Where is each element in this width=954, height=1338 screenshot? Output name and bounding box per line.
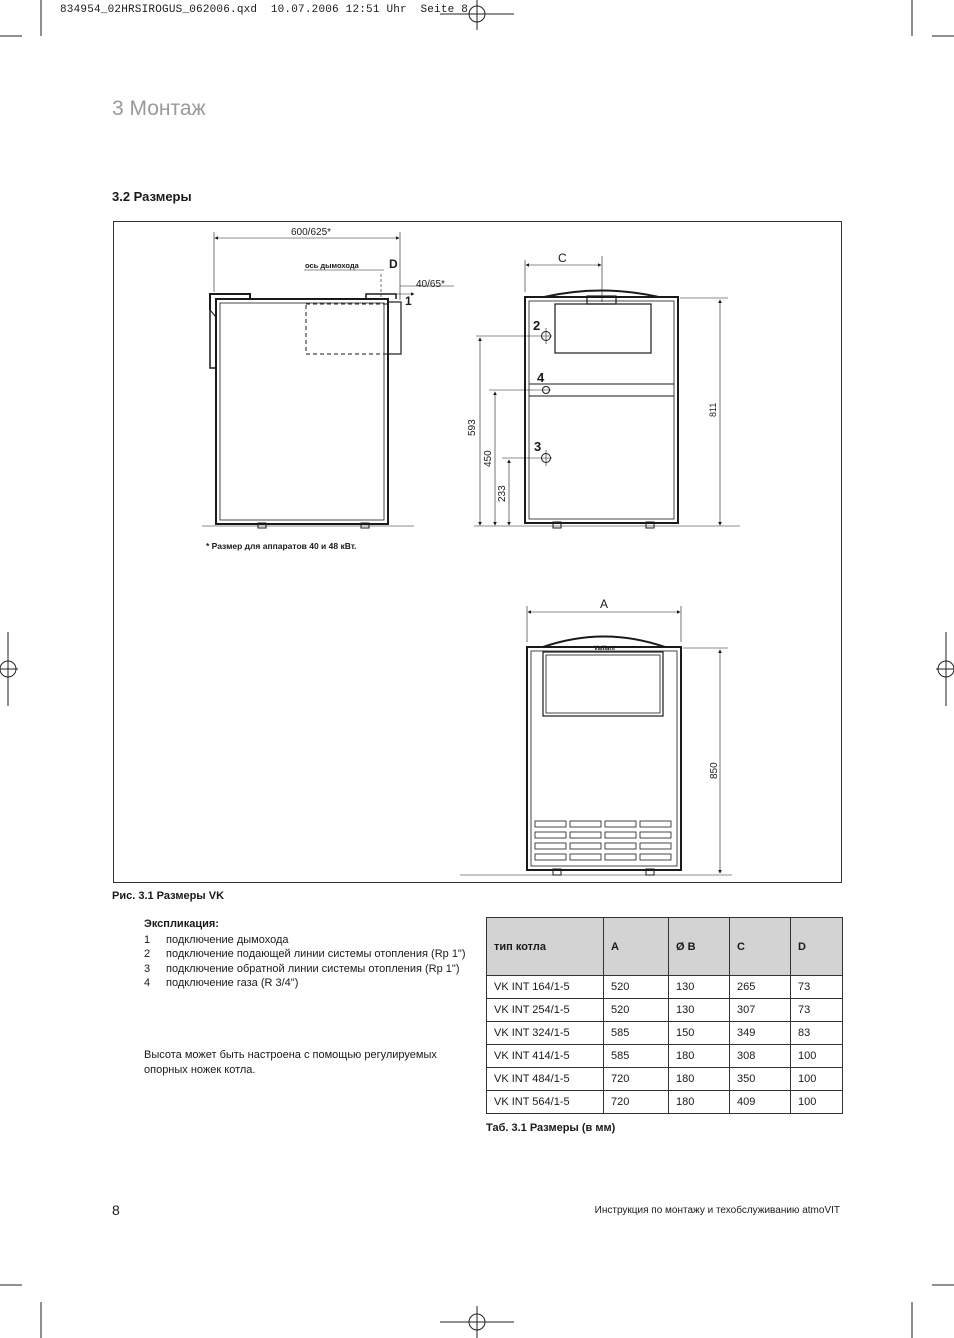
table-cell: VK INT 484/1-5	[487, 1068, 604, 1091]
table-cell: 720	[604, 1091, 669, 1114]
legend-item	[144, 976, 474, 991]
figure-caption: Рис. 3.1 Размеры VK	[112, 890, 225, 902]
section-title: 3.2 Размеры	[112, 189, 192, 204]
table-cell: 180	[669, 1091, 730, 1114]
dim-850: 850	[709, 762, 720, 779]
legend-item-text: подключение газа (R 3/4")	[166, 977, 299, 989]
table-cell: 409	[730, 1091, 791, 1114]
legend-item-text: подключение подающей линии системы отопления (Rp 1")	[166, 948, 466, 960]
table-cell: 585	[604, 1045, 669, 1068]
table-header-row	[487, 918, 843, 976]
chapter-title: 3 Монтаж	[112, 97, 206, 120]
table-header: D	[791, 918, 843, 976]
table-header: тип котла	[487, 918, 604, 976]
table-row	[487, 999, 843, 1022]
dim-811: 811	[708, 402, 718, 417]
callout-4: 4	[537, 370, 545, 385]
table-row	[487, 1022, 843, 1045]
figure-frame	[113, 221, 842, 883]
table-cell: 307	[730, 999, 791, 1022]
table-cell: 308	[730, 1045, 791, 1068]
legend-item-text: подключение дымохода	[166, 933, 289, 946]
table-cell: 180	[669, 1045, 730, 1068]
footer-text: Инструкция по монтажу и техобслуживанию atmoVIT	[594, 1205, 840, 1216]
table-cell: 349	[730, 1022, 791, 1045]
side-width-label: 600/625*	[291, 227, 332, 238]
table-cell: 350	[730, 1068, 791, 1091]
table-row	[487, 1045, 843, 1068]
table-caption: Таб. 3.1 Размеры (в мм)	[486, 1122, 616, 1134]
side-view	[202, 232, 454, 528]
table-cell: VK INT 254/1-5	[487, 999, 604, 1022]
dim-450: 450	[483, 450, 494, 467]
front-view-top	[474, 256, 740, 528]
legend-title: Экспликация:	[144, 918, 219, 930]
flue-axis-label: ось дымохода	[305, 261, 359, 270]
legend-item-number: 4	[144, 977, 151, 989]
table-header: A	[604, 918, 669, 976]
dim-593: 593	[467, 419, 478, 436]
table-header: C	[730, 918, 791, 976]
table-cell: 720	[604, 1068, 669, 1091]
legend-item-number: 1	[144, 933, 151, 946]
figure-footnote: * Размер для аппаратов 40 и 48 кВт.	[206, 541, 357, 551]
legend-item-number: 3	[144, 962, 151, 975]
dimension-drawing	[114, 222, 843, 884]
table-row	[487, 1091, 843, 1114]
legend-item-text: подключение обратной линии системы отопления (Rp 1")	[166, 962, 460, 975]
table-cell: 73	[791, 999, 843, 1022]
table-cell: 180	[669, 1068, 730, 1091]
callout-3: 3	[534, 439, 542, 454]
print-slug: 834954_02HRSIROGUS_062006.qxd 10.07.2006 12:51 Uhr Seite 8	[60, 4, 469, 16]
page-number: 8	[112, 1202, 120, 1218]
dim-d-label: D	[389, 257, 398, 271]
callout-2: 2	[533, 318, 541, 333]
table-cell: VK INT 564/1-5	[487, 1091, 604, 1114]
table-cell: VK INT 164/1-5	[487, 976, 604, 999]
table-cell: 73	[791, 976, 843, 999]
callout-1: 1	[405, 294, 412, 308]
table-cell: 100	[791, 1068, 843, 1091]
legend-item-number: 2	[144, 948, 151, 960]
dim-c-label: C	[558, 251, 567, 265]
legend-item	[144, 933, 474, 948]
table-cell: 130	[669, 999, 730, 1022]
dim-233: 233	[497, 485, 508, 502]
legend	[144, 917, 474, 991]
offset-label: 40/65*	[416, 279, 445, 290]
table-cell: 520	[604, 976, 669, 999]
brand-mark: Vaillant	[594, 646, 616, 652]
table-cell: 265	[730, 976, 791, 999]
height-note: Высота может быть настроена с помощью регулируемых опорных ножек котла.	[144, 1049, 437, 1076]
table-cell: 520	[604, 999, 669, 1022]
table-row	[487, 976, 843, 999]
table-cell: 100	[791, 1091, 843, 1114]
table-cell: 100	[791, 1045, 843, 1068]
legend-item	[144, 947, 474, 962]
table-cell: VK INT 414/1-5	[487, 1045, 604, 1068]
table-cell: VK INT 324/1-5	[487, 1022, 604, 1045]
table-header: Ø B	[669, 918, 730, 976]
dimensions-table	[486, 917, 843, 1114]
dim-a-label: A	[600, 597, 609, 611]
table-cell: 83	[791, 1022, 843, 1045]
table-cell: 585	[604, 1022, 669, 1045]
table-cell: 150	[669, 1022, 730, 1045]
table-cell: 130	[669, 976, 730, 999]
legend-item	[144, 962, 474, 977]
table-row	[487, 1068, 843, 1091]
